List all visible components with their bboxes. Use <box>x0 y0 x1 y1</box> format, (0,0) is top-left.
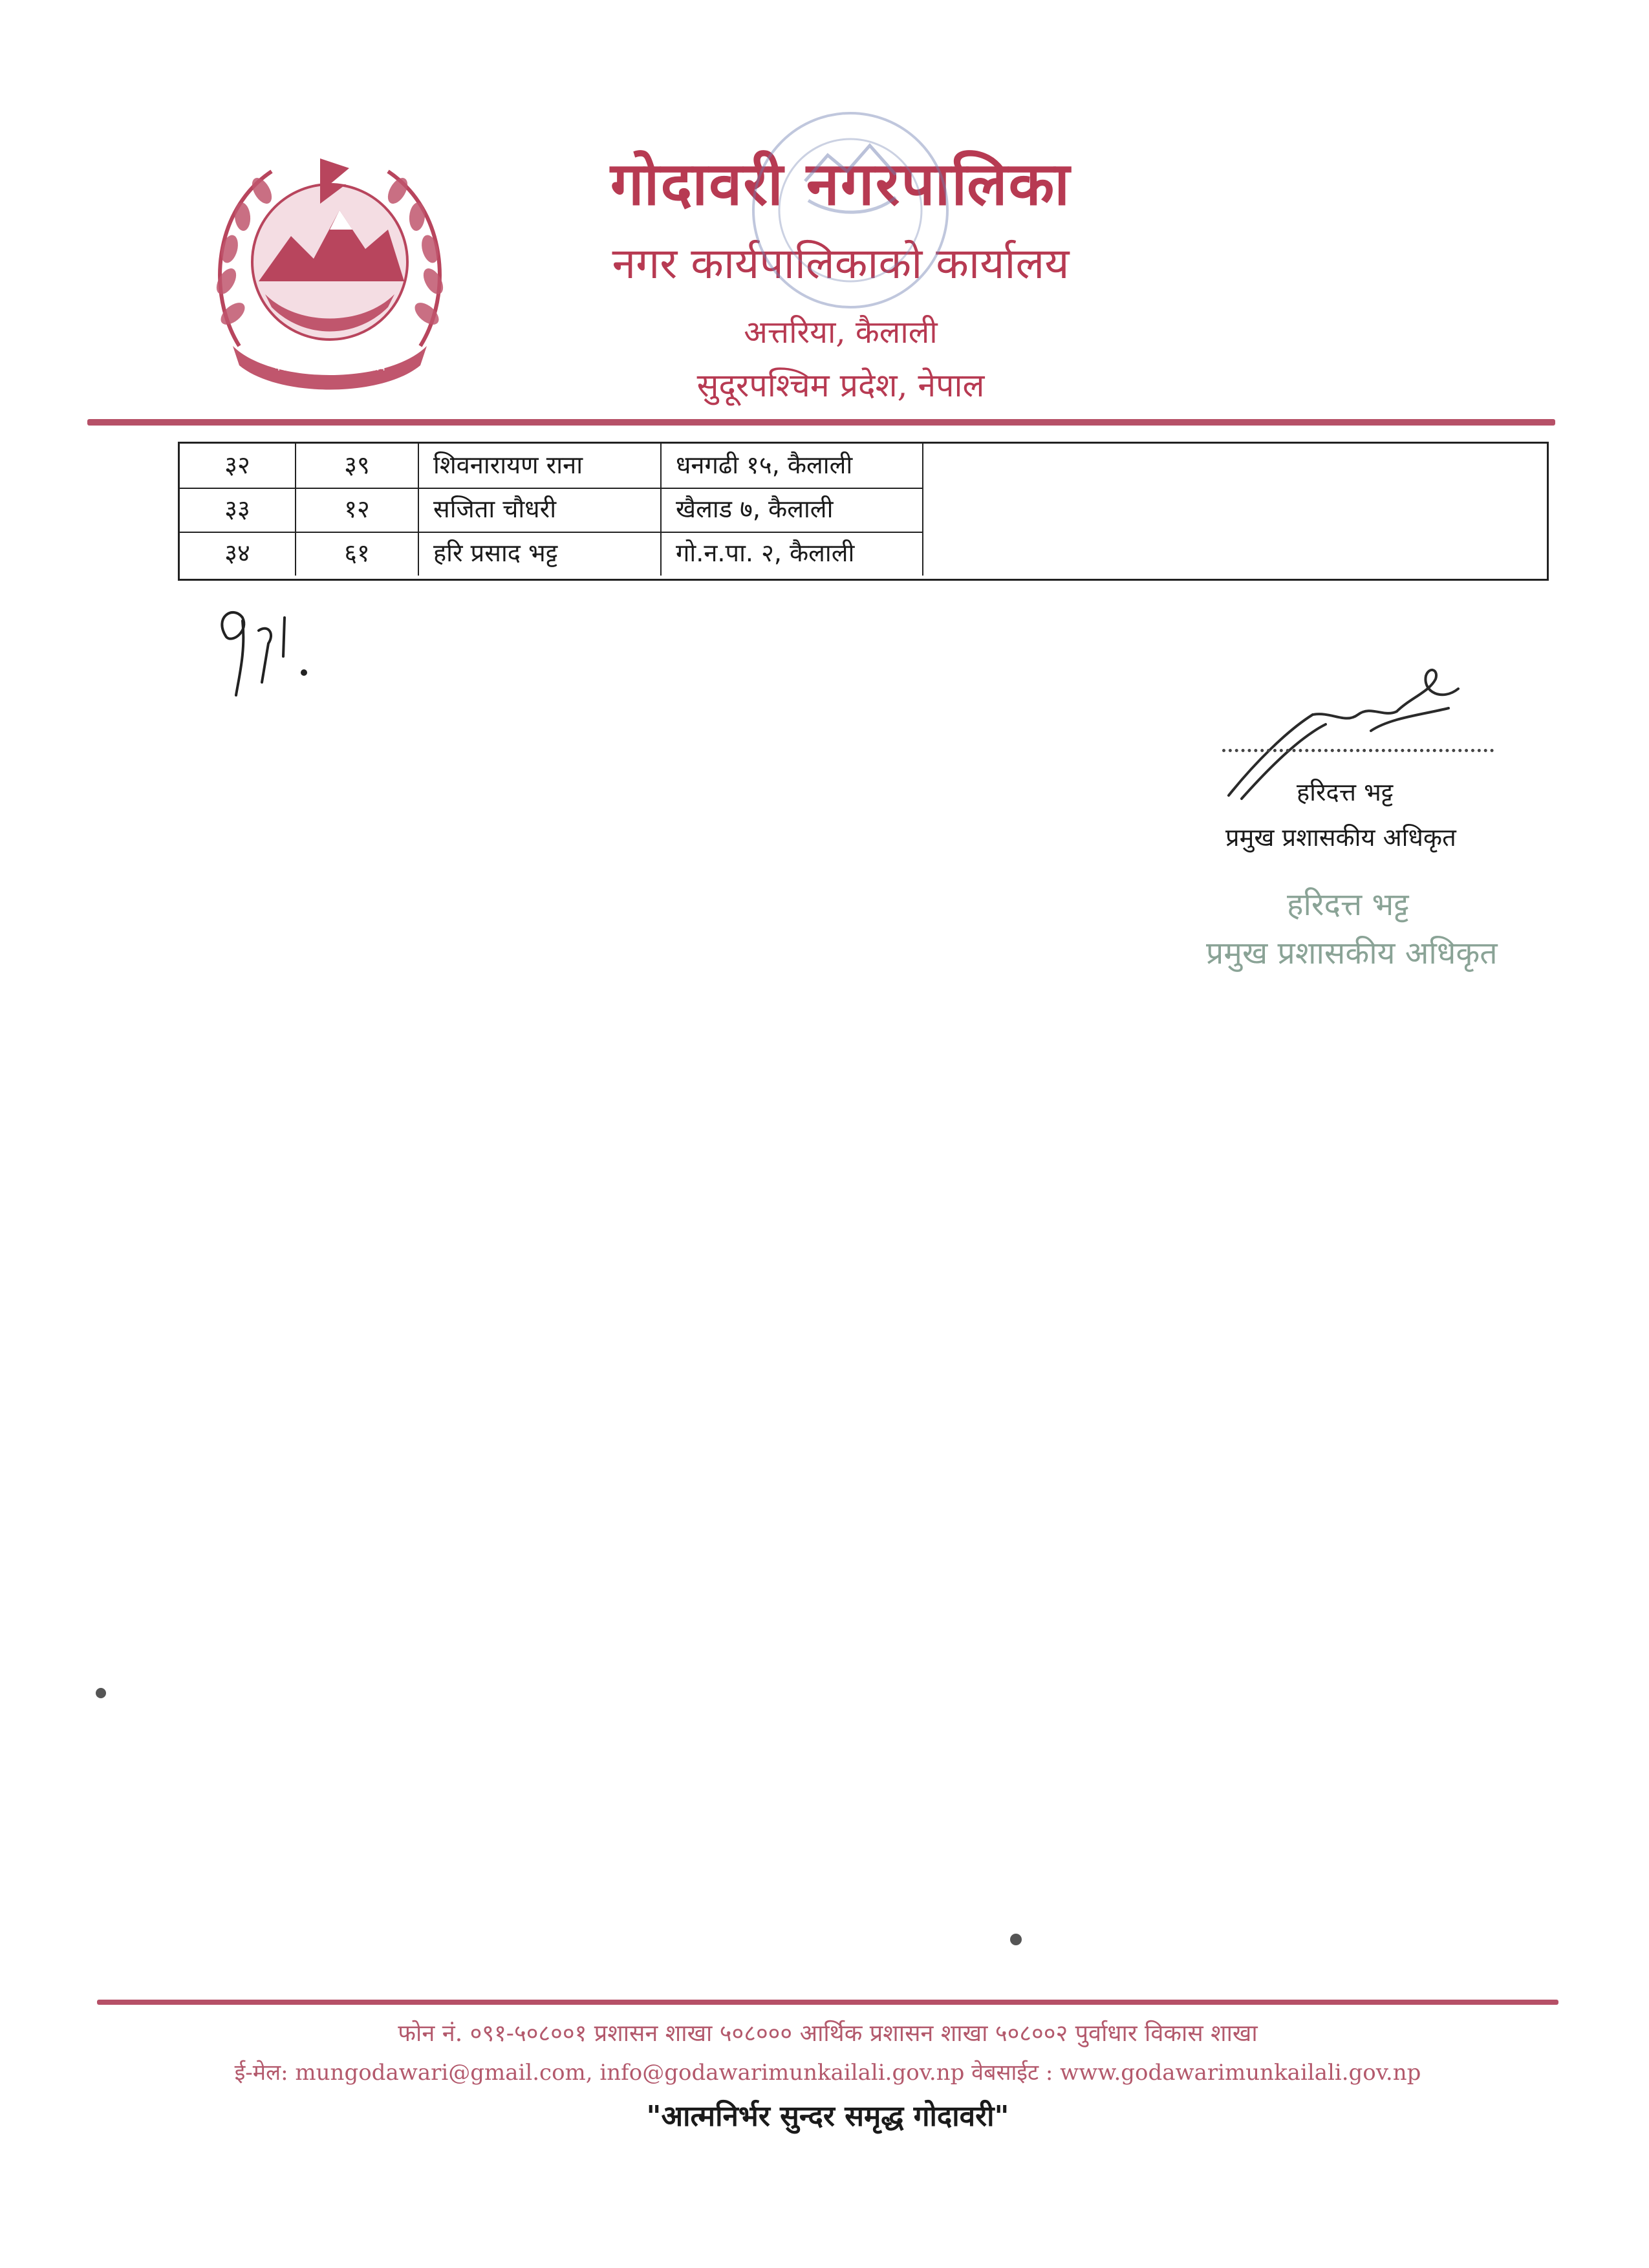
table-row <box>180 444 923 489</box>
scan-speck <box>96 1688 106 1698</box>
footer-phone-line: फोन नं. ०९१-५०८००१ प्रशासन शाखा ५०८००० आर्थिक प्रशासन शाखा ५०८००२ पुर्वाधार विकास शाखा <box>398 2020 1258 2047</box>
name-cell: शिवनारायण राना <box>419 444 662 488</box>
address-cell: गो.न.पा. २, कैलाली <box>662 532 923 576</box>
name-cell: हरि प्रसाद भट्ट <box>419 532 662 576</box>
name-cell: सजिता चौधरी <box>419 488 662 532</box>
office-name: नगर कार्यपालिकाको कार्यालय <box>612 239 1070 288</box>
roll-number-cell: ३९ <box>296 444 419 488</box>
records-table <box>178 442 1549 581</box>
municipality-title: गोदावरी नगरपालिका <box>610 149 1072 219</box>
table-row <box>180 488 923 533</box>
serial-number-cell: ३२ <box>180 444 296 488</box>
emblem-caption: नगर कार्यपालिकाको कार्यालय <box>274 361 385 373</box>
office-location: अत्तरिया, कैलाली <box>744 314 938 351</box>
handwritten-mark <box>207 598 323 708</box>
nepal-emblem-logo <box>194 133 466 404</box>
serial-number-cell: ३३ <box>180 488 296 532</box>
signatory-name: हरिदत्त भट्ट <box>1297 778 1394 806</box>
signature-line <box>1222 749 1494 752</box>
address-cell: खैलाड ७, कैलाली <box>662 488 923 532</box>
roll-number-cell: १२ <box>296 488 419 532</box>
table-row <box>180 532 923 576</box>
roll-number-cell: ६१ <box>296 532 419 576</box>
address-cell: धनगढी १५, कैलाली <box>662 444 923 488</box>
office-seal-stamp <box>744 103 957 317</box>
name-stamp: हरिदत्त भट्ट <box>1287 887 1409 923</box>
signatory-title: प्रमुख प्रशासकीय अधिकृत <box>1225 823 1456 852</box>
footer-divider <box>97 2000 1558 2005</box>
scan-speck <box>1010 1934 1022 1945</box>
serial-number-cell: ३४ <box>180 532 296 576</box>
title-stamp: प्रमुख प्रशासकीय अधिकृत <box>1206 935 1498 971</box>
footer-motto: "आत्मनिर्भर सुन्दर समृद्ध गोदावरी" <box>646 2100 1009 2133</box>
footer-email-line: ई-मेल: mungodawari@gmail.com, info@godawarimunkailali.gov.np वेबसाईट : www.godawarimunkailali.gov.np <box>234 2060 1421 2086</box>
letterhead-divider <box>87 419 1555 426</box>
province-line: सुदूरपश्चिम प्रदेश, नेपाल <box>696 367 985 404</box>
